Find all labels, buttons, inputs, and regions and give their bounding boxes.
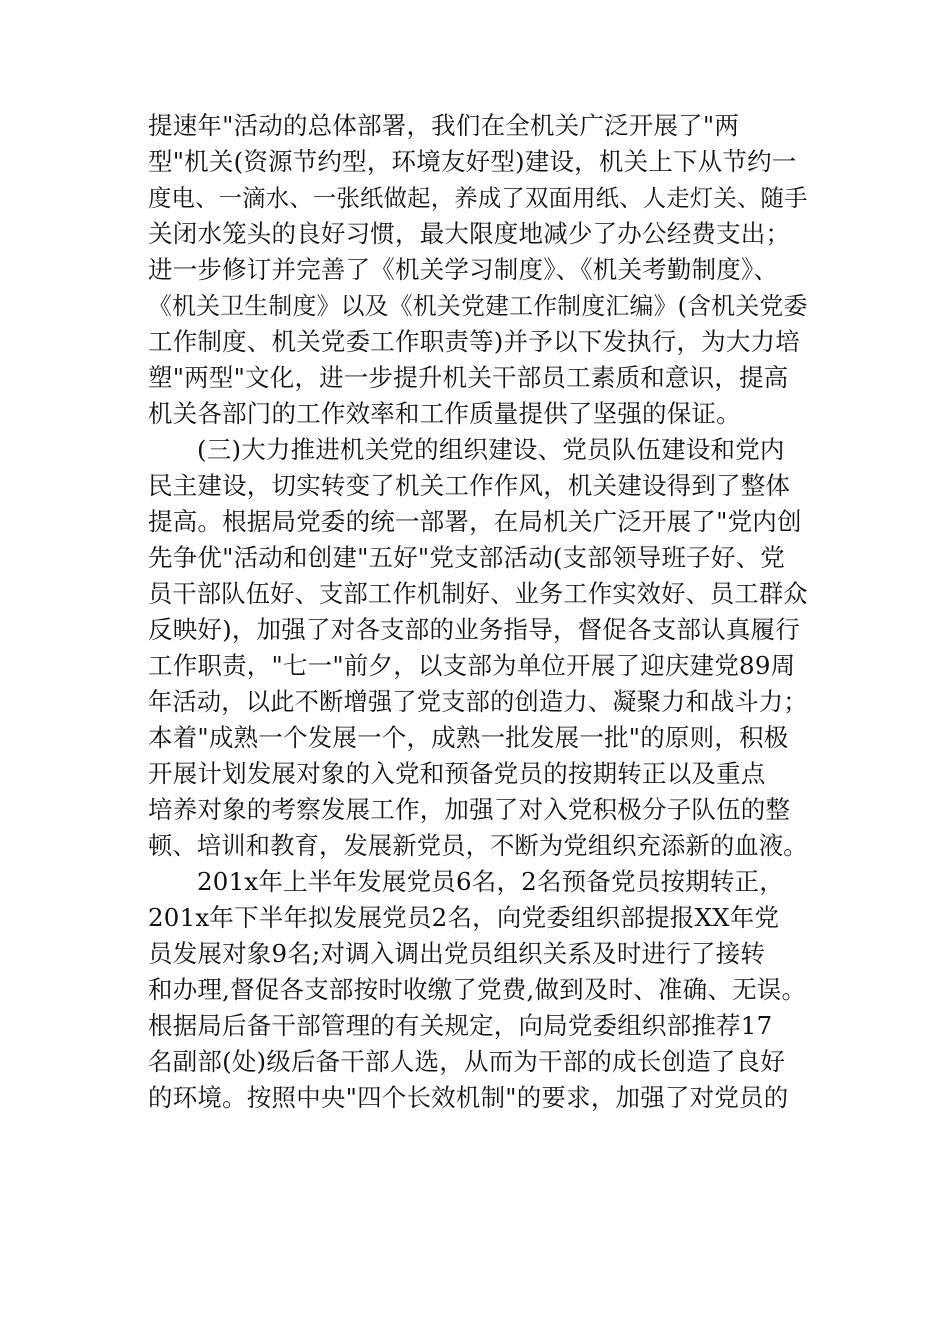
text-line: 开展计划发展对象的入党和预备党员的按期转正以及重点 — [148, 759, 766, 788]
text-line: 提高。根据局党委的统一部署，在局机关广泛开展了"党内创 — [148, 507, 802, 536]
text-line: 塑"两型"文化，进一步提升机关干部员工素质和意识，提高 — [148, 363, 789, 392]
text-line: 名副部(处)级后备干部人选，从而为干部的成长创造了良好 — [148, 1047, 786, 1076]
paragraph-start-line: 201x年上半年发展党员6名，2名预备党员按期转正， — [197, 867, 784, 896]
text-line: 进一步修订并完善了《机关学习制度》、《机关考勤制度》、 — [148, 255, 779, 284]
text-line: 年活动，以此不断增强了党支部的创造力、凝聚力和战斗力； — [148, 687, 808, 716]
text-line: 反映好)，加强了对各支部的业务指导，督促各支部认真履行 — [148, 615, 800, 644]
text-line: 型"机关(资源节约型，环境友好型)建设，机关上下从节约一 — [148, 147, 797, 176]
text-line: 关闭水笼头的良好习惯，最大限度地减少了办公经费支出； — [148, 219, 791, 248]
text-line: 培养对象的考察发展工作，加强了对入党积极分子队伍的整 — [148, 795, 791, 824]
text-line: 和办理,督促各支部按时收缴了党费,做到及时、准确、无误。 — [148, 975, 807, 1004]
text-line: 顿、培训和教育，发展新党员，不断为党组织充添新的血液。 — [148, 831, 808, 860]
text-line: 根据局后备干部管理的有关规定，向局党委组织部推荐17 — [148, 1011, 773, 1040]
text-line: 民主建设，切实转变了机关工作作风，机关建设得到了整体 — [148, 471, 791, 500]
text-line: 本着"成熟一个发展一个，成熟一批发展一批"的原则，积极 — [148, 723, 789, 752]
text-line: 机关各部门的工作效率和工作质量提供了坚强的保证。 — [148, 399, 741, 428]
text-line: 度电、一滴水、一张纸做起，养成了双面用纸、人走灯关、随手 — [148, 184, 808, 212]
text-line: 工作职责，"七一"前夕，以支部为单位开展了迎庆建党89周 — [148, 651, 796, 680]
text-line: 的环境。按照中央"四个长效机制"的要求，加强了对党员的 — [148, 1083, 789, 1112]
text-line: 员发展对象9名;对调入调出党员组织关系及时进行了接转 — [148, 939, 766, 968]
text-line: 提速年"活动的总体部署，我们在全机关广泛开展了"两 — [148, 111, 740, 140]
text-line: 201x年下半年拟发展党员2名，向党委组织部提报XX年党 — [148, 903, 780, 932]
text-line: 《机关卫生制度》以及《机关党建工作制度汇编》(含机关党委 — [148, 292, 808, 320]
text-line: 员干部队伍好、支部工作机制好、业务工作实效好、员工群众 — [148, 579, 808, 608]
text-line: 工作制度、机关党委工作职责等)并予以下发执行，为大力培 — [148, 327, 800, 356]
paragraph-start-line: (三)大力推进机关党的组织建设、党员队伍建设和党内 — [197, 435, 785, 464]
text-line: 先争优"活动和创建"五好"党支部活动(支部领导班子好、党 — [148, 543, 785, 572]
